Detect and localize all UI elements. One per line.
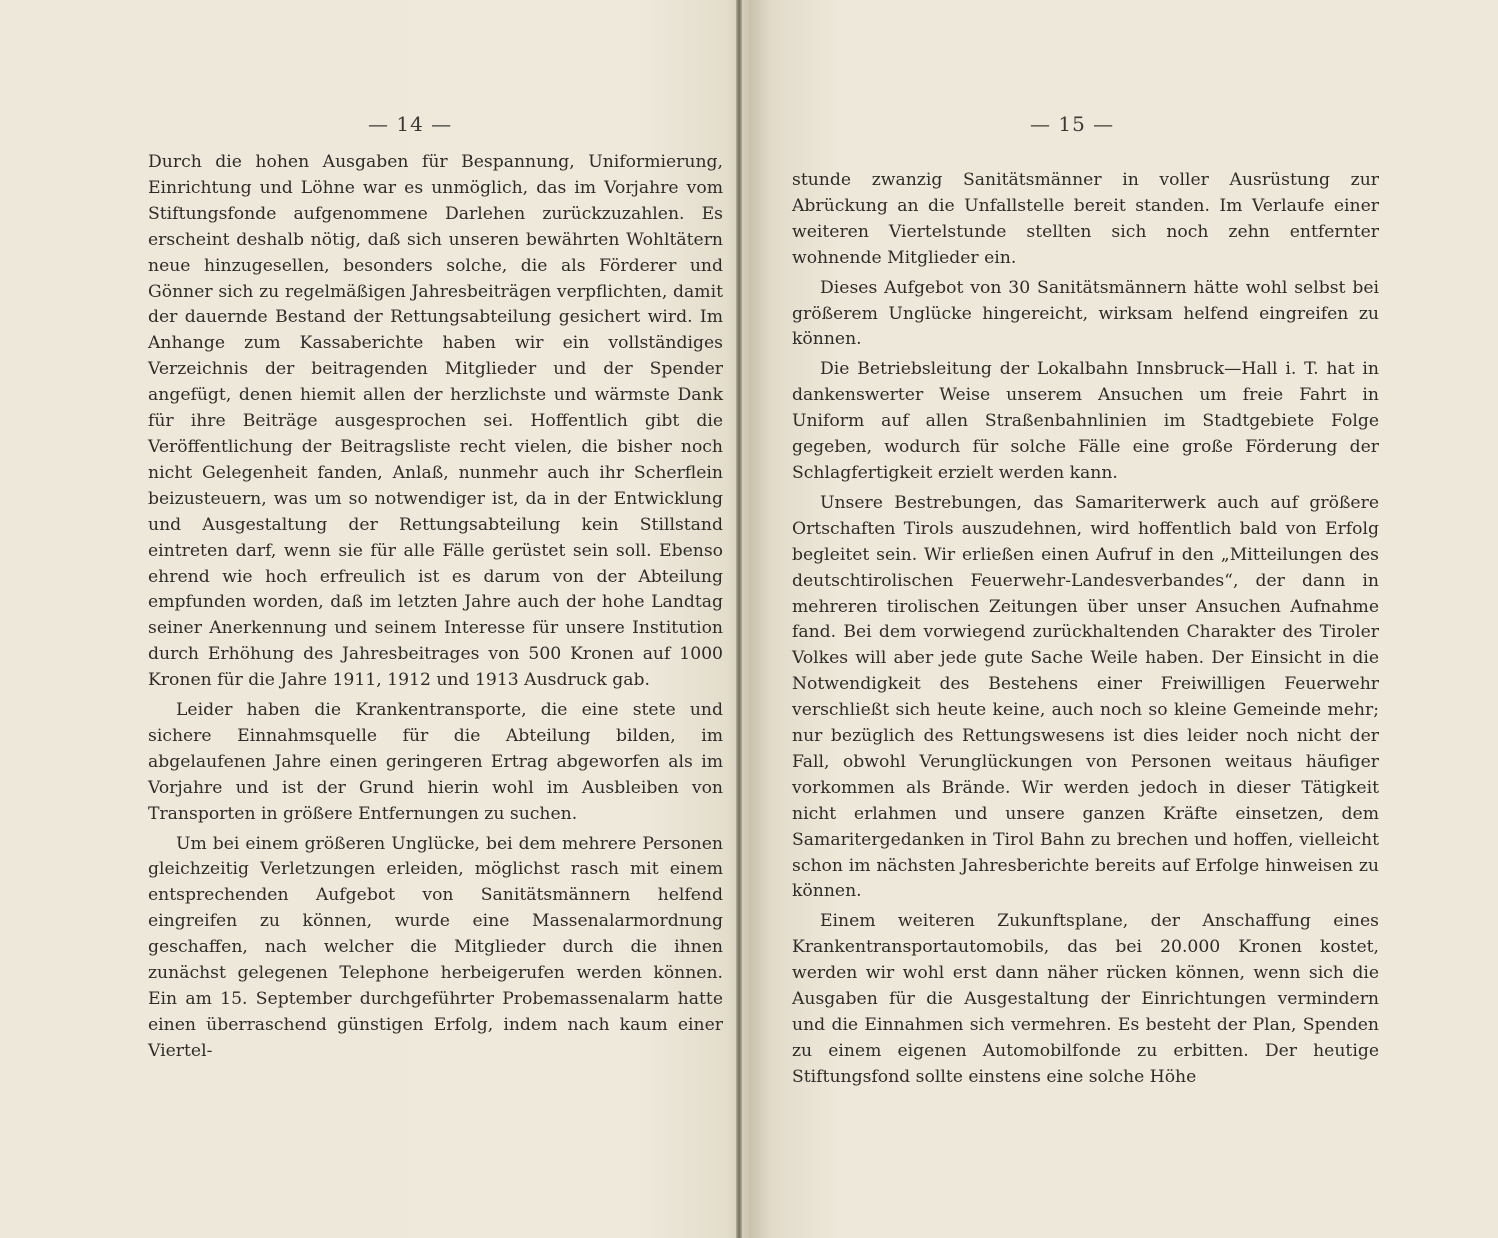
paragraph: Die Betriebsleitung der Lokalbahn Innsbruck—Hall i. T. hat in dankenswerter Weise unserem Ansuchen um freie Fahrt in Uniform auf allen Straßenbahnlinien im Stadtgebiete Folge gegeben, wodurch für solche Fälle eine große Förderung der Schlagfertigkeit erzielt werden kann. — [792, 359, 1379, 483]
page-number-right: — 15 — — [1030, 112, 1115, 136]
paragraph: Durch die hohen Ausgaben für Bespannung, Uniformierung, Einrichtung und Löhne war es unmöglich, das im Vorjahre vom Stiftungsfonde aufgenommene Darlehen zurückzuzahlen. Es erscheint deshalb nötig, daß sich unseren bewährten Wohltätern neue hinzugesellen, besonders solche, die als Förderer und Gönner sich zu regelmäßigen Jahresbeiträgen verpflichten, damit der dauernde Bestand der Rettungsabteilung gesichert wird. Im Anhange zum Kassaberichte haben wir ein vollständiges Verzeichnis der beitragenden Mitglieder und der Spender angefügt, denen hiemit allen der herzlichste und wärmste Dank für ihre Beiträge ausgesprochen sei. Hoffentlich gibt die Veröffentlichung der Beitragsliste recht vielen, die bisher noch nicht Gelegenheit fanden, Anlaß, nunmehr auch ihr Scherflein beizusteuern, was um so notwendiger ist, da in der Entwicklung und Ausgestaltung der Rettungsabteilung kein Stillstand eintreten darf, wenn sie für alle Fälle gerüstet sein soll. Ebenso ehrend wie hoch erfreulich ist es darum von der Abteilung empfunden worden, daß im letzten Jahre auch der hohe Landtag seiner Anerkennung und seinem Interesse für unsere Institution durch Erhöhung des Jahresbeitrages von 500 Kronen auf 1000 Kronen für die Jahre 1911, 1912 und 1913 Ausdruck gab. — [148, 152, 723, 691]
paragraph: Einem weiteren Zukunftsplane, der Anschaffung eines Krankentransportautomobils, das bei 20.000 Kronen kostet, werden wir wohl erst dann näher rücken können, wenn sich die Ausgaben für die Ausgestaltung der Einrichtungen vermindern und die Einnahmen sich vermehren. Es besteht der Plan, Spenden zu einem eigenen Automobilfonde zu erbitten. Der heutige Stiftungsfond sollte einstens eine solche Höhe — [792, 911, 1379, 1087]
right-page-text — [792, 168, 1379, 1095]
right-page — [749, 0, 1498, 1238]
paragraph: Dieses Aufgebot von 30 Sanitätsmännern hätte wohl selbst bei größerem Unglücke hingereicht, wirksam helfend eingreifen zu können. — [792, 277, 1379, 350]
paragraph: stunde zwanzig Sanitätsmänner in voller Ausrüstung zur Abrückung an die Unfallstelle bereit standen. Im Verlaufe einer weiteren Viertelstunde stellten sich noch zehn entfernter wohnende Mitglieder ein. — [792, 170, 1379, 268]
book-gutter — [736, 0, 742, 1238]
paragraph: Um bei einem größeren Unglücke, bei dem mehrere Personen gleichzeitig Verletzungen erleiden, möglichst rasch mit einem entsprechenden Aufgebot von Sanitätsmännern helfend eingreifen zu können, wurde eine Massenalarmordnung geschaffen, nach welcher die Mitglieder durch die ihnen zunächst gelegenen Telephone herbeigerufen werden können. Ein am 15. September durchgeführter Probemassenalarm hatte einen überraschend günstigen Erfolg, indem nach kaum einer Viertel- — [148, 833, 723, 1061]
paragraph: Unsere Bestrebungen, das Samariterwerk auch auf größere Ortschaften Tirols auszudehnen, wird hoffentlich bald von Erfolg begleitet sein. Wir erließen einen Aufruf in den „Mitteilungen des deutschtirolischen Feuerwehr-Landesverbandes“, der dann in mehreren tirolischen Zeitungen über unser Ansuchen Aufnahme fand. Bei dem vorwiegend zurückhaltenden Charakter des Tiroler Volkes will aber jede gute Sache Weile haben. Der Einsicht in die Notwendigkeit des Bestehens einer Freiwilligen Feuerwehr verschließt sich heute keine, auch noch so kleine Gemeinde mehr; nur bezüglich des Rettungswesens ist dies leider noch nicht der Fall, obwohl Verunglückungen von Personen weitaus häufiger vorkommen als Brände. Wir werden jedoch in dieser Tätigkeit nicht erlahmen und unsere ganzen Kräfte einsetzen, dem Samaritergedanken in Tirol Bahn zu brechen und hoffen, vielleicht schon im nächsten Jahresberichte bereits auf Erfolge hinweisen zu können. — [792, 492, 1379, 902]
page-number-left: — 14 — — [368, 112, 453, 136]
left-page-text — [148, 150, 723, 1069]
paragraph: Leider haben die Krankentransporte, die eine stete und sichere Einnahmsquelle für die Abteilung bilden, im abgelaufenen Jahre einen geringeren Ertrag abgeworfen als im Vorjahre und ist der Grund hierin wohl im Ausbleiben von Transporten in größere Entfernungen zu suchen. — [148, 700, 723, 824]
